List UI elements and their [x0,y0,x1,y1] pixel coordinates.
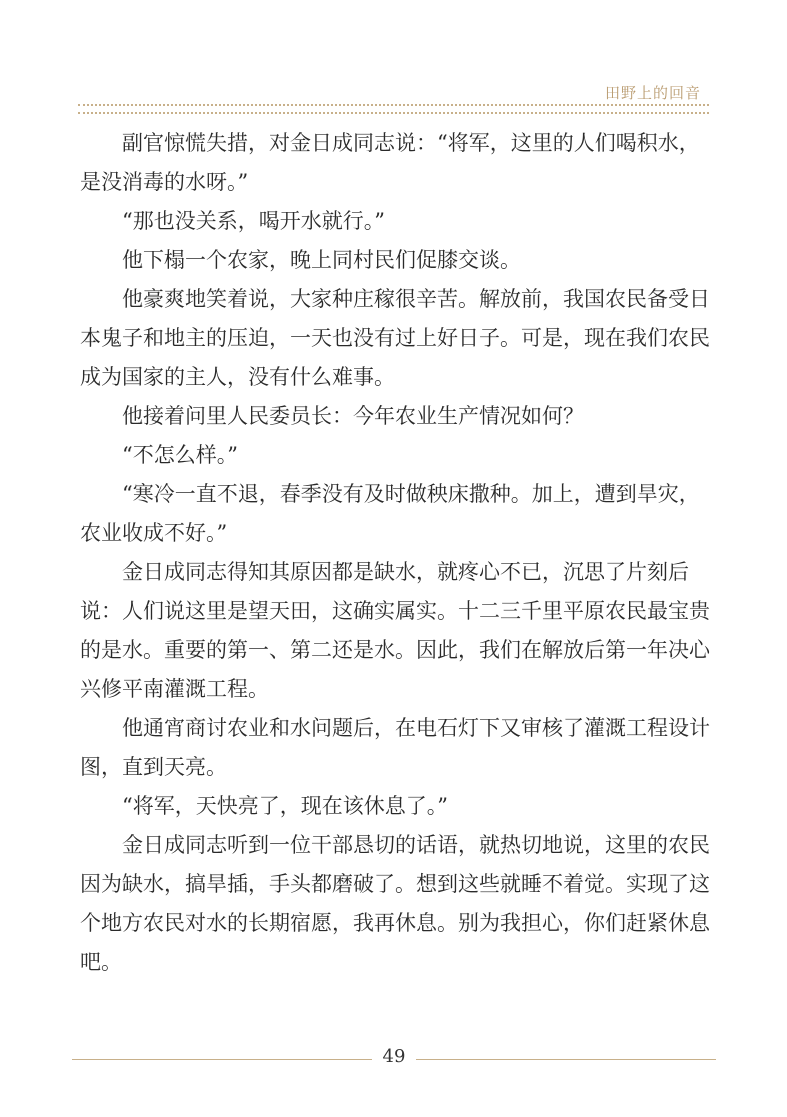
paragraph: 副官惊慌失措，对金日成同志说：“将军，这里的人们喝积水，是没消毒的水呀。” [80,131,700,194]
page-number: 49 [382,1046,406,1067]
paragraph: 金日成同志听到一位干部恳切的话语，就热切地说，这里的农民因为缺水，搞旱插，手头都磨破了。想到这些就睡不着觉。实现了这个地方农民对水的长期宿愿，我再休息。别为我担心，你们赶紧休息吧。 [80,833,710,974]
paragraph: 他接着问里人民委员长：今年农业生产情况如何？ [122,404,584,428]
paragraph: 他下榻一个农家，晚上同村民们促膝交谈。 [122,248,521,272]
paragraph: “寒冷一直不退，春季没有及时做秧床撒种。加上，遭到旱灾，农业收成不好。” [80,482,700,545]
paragraph: “将军，天快亮了，现在该休息了。” [122,794,448,818]
header-dotted-rule [78,104,709,114]
footer-rule-right [416,1059,716,1060]
paragraph: “不怎么样。” [122,443,238,467]
footer-rule-left [72,1059,372,1060]
paragraph: “那也没关系，喝开水就行。” [122,209,385,233]
body-text [80,124,716,982]
paragraph: 他豪爽地笑着说，大家种庄稼很辛苦。解放前，我国农民备受日本鬼子和地主的压迫，一天也没有过上好日子。可是，现在我们农民成为国家的主人，没有什么难事。 [80,287,710,389]
paragraph: 他通宵商讨农业和水问题后，在电石灯下又审核了灌溉工程设计图，直到天亮。 [80,716,710,779]
running-head-title: 田野上的回音 [604,84,701,102]
paragraph: 金日成同志得知其原因都是缺水，就疼心不已，沉思了片刻后说：人们说这里是望天田，这确实属实。十二三千里平原农民最宝贵的是水。重要的第一、第二还是水。因此，我们在解放后第一年决心兴修平南灌溉工程。 [80,560,710,701]
